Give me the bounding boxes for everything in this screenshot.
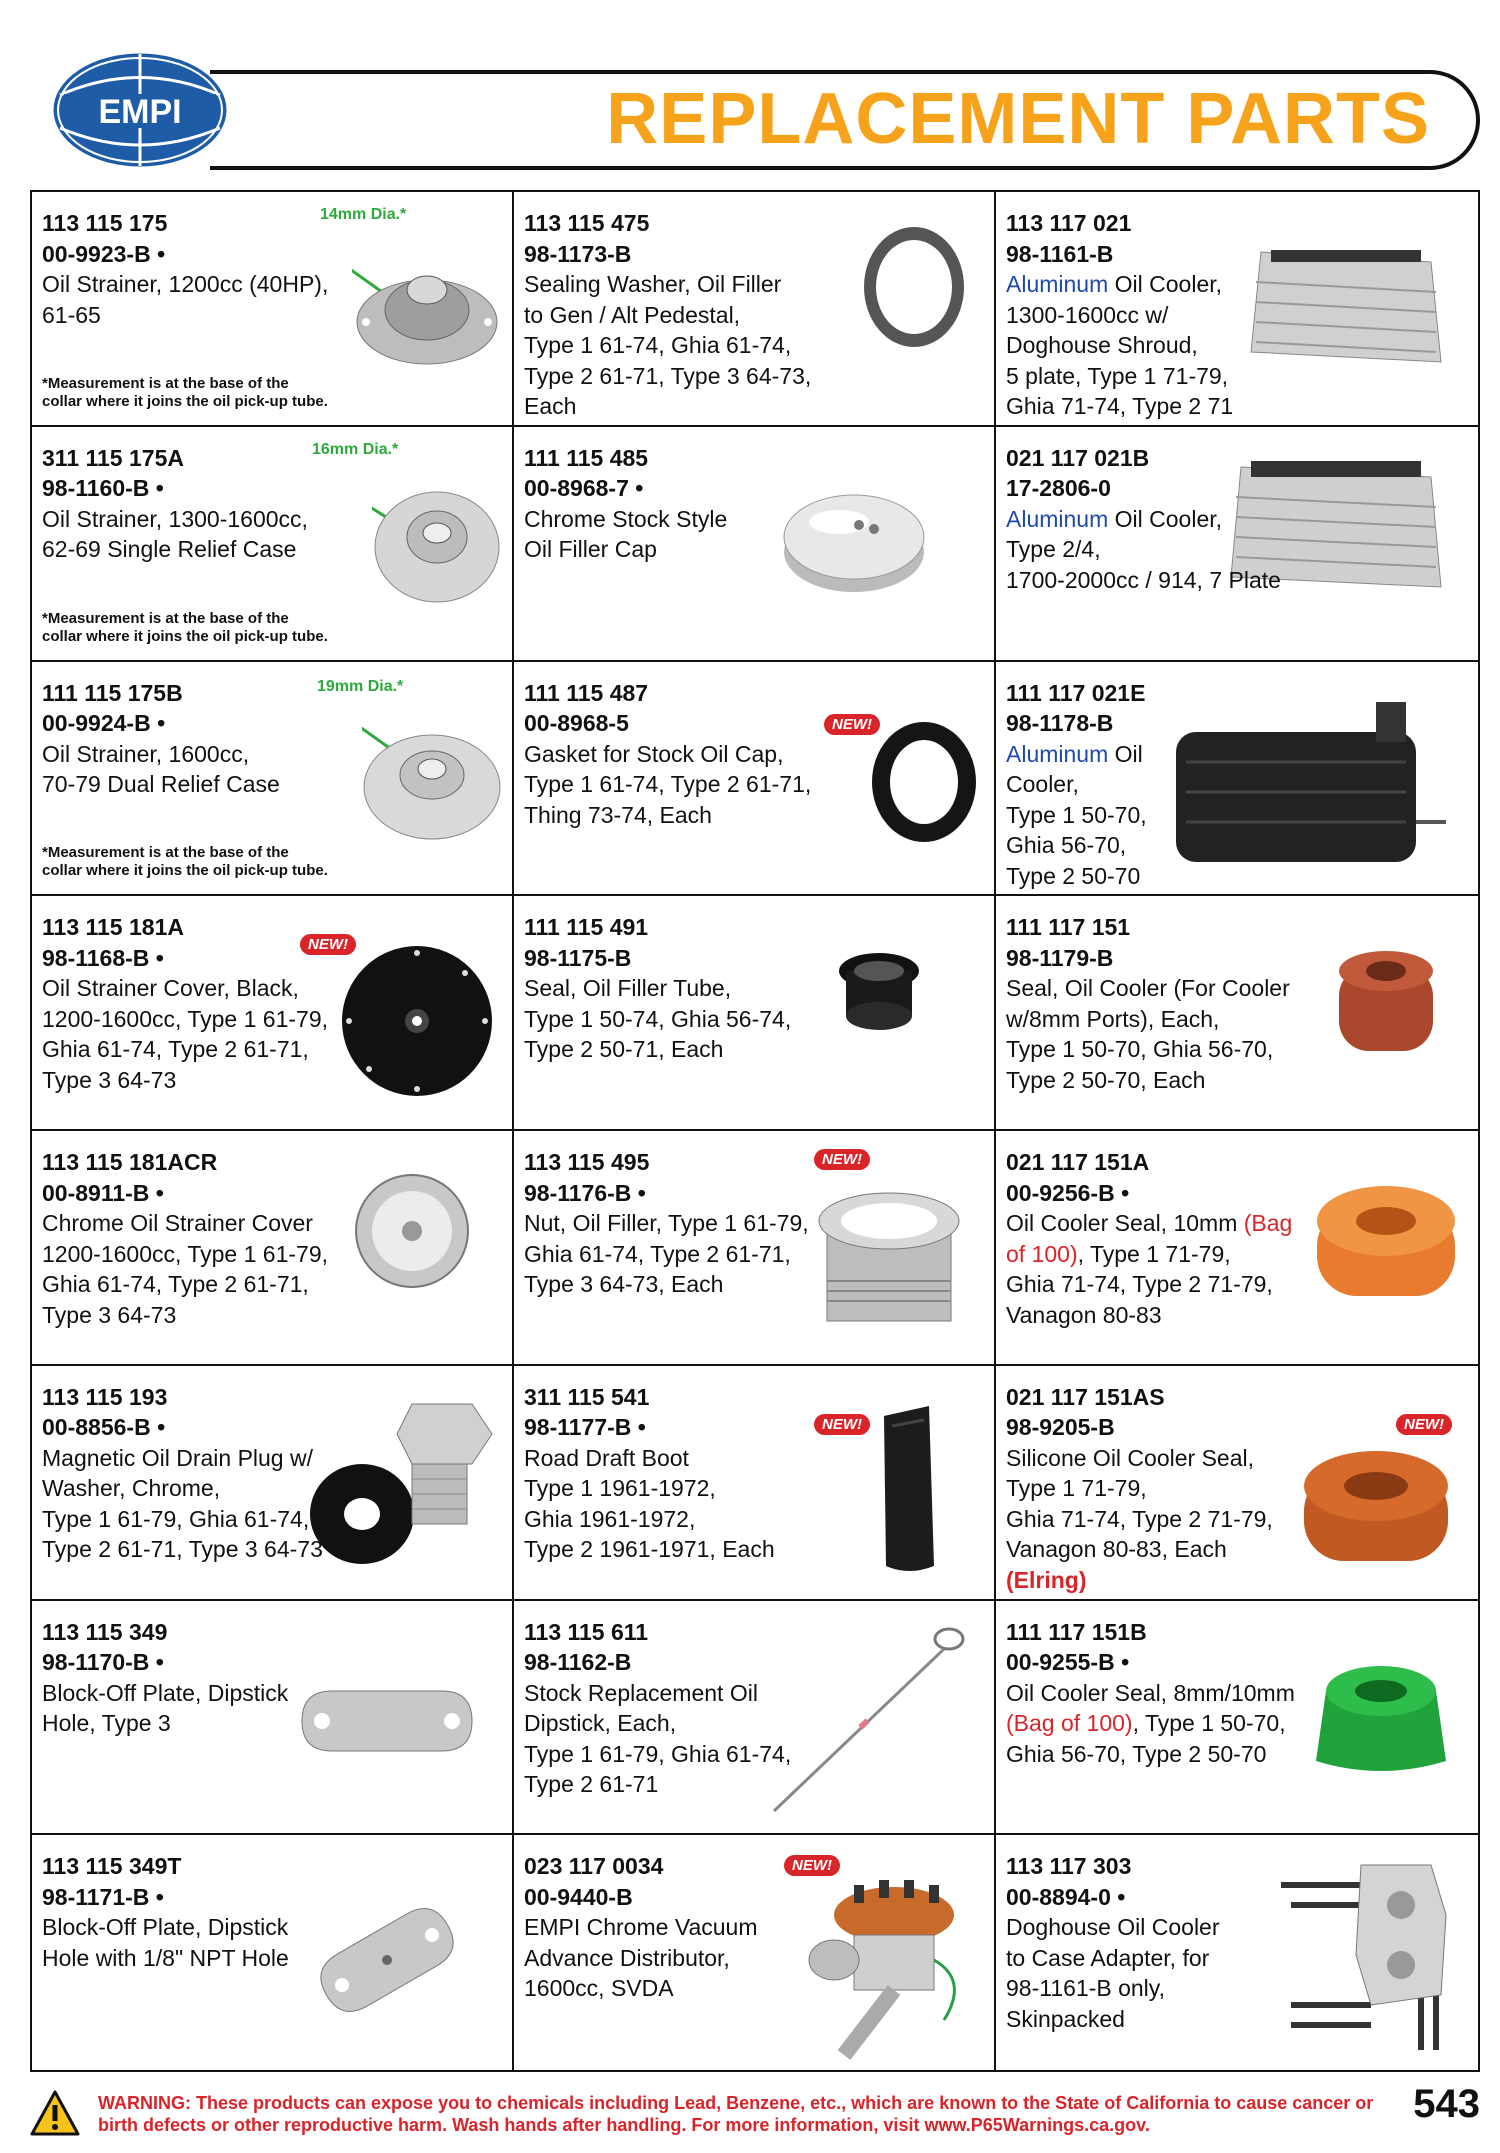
part-text — [524, 678, 812, 831]
sku: 98-1177-B • — [524, 1414, 646, 1441]
part-description: Chrome Stock Style Oil Filler Cap — [524, 505, 728, 563]
part-number: 311 115 541 — [524, 1383, 650, 1410]
new-badge: NEW! — [814, 1149, 870, 1170]
part-text — [42, 208, 330, 330]
part-number: 113 115 611 — [524, 1618, 649, 1645]
part-description: Oil Cooler, Type 1 50-70, Ghia 56-70, Type 2 50-70 — [1006, 740, 1147, 889]
part-cell — [32, 1366, 514, 1601]
part-text — [42, 1382, 330, 1565]
sealing-washer-image — [859, 222, 969, 352]
part-cell — [514, 1835, 996, 2070]
part-description: EMPI Chrome Vacuum Advance Distributor, 1600cc, SVDA — [524, 1914, 758, 2002]
warning-icon — [30, 2090, 80, 2136]
part-text — [42, 443, 330, 565]
sku: 98-1179-B — [1006, 944, 1114, 971]
part-cell — [996, 1131, 1478, 1366]
sku: 00-8894-0 • — [1006, 1883, 1126, 1910]
part-text — [42, 912, 330, 1095]
part-cell — [996, 1366, 1478, 1601]
part-description: Oil Strainer, 1600cc, 70-79 Dual Relief Case — [42, 740, 280, 797]
part-description: Doghouse Oil Cooler to Case Adapter, for 98-1161-B only, Skinpacked — [1006, 1914, 1220, 2032]
part-number: 111 115 485 — [524, 444, 649, 471]
part-text — [524, 1851, 812, 2004]
part-number: 111 117 151 — [1006, 914, 1131, 941]
part-description: Oil Strainer Cover, Black, 1200-1600cc, Type 1 61-79, Ghia 61-74, Type 2 61-71, Type 3 64-73 — [42, 975, 329, 1093]
part-cell — [996, 1601, 1478, 1836]
sku: 98-1173-B — [524, 240, 632, 267]
sku: 00-8911-B • — [42, 1179, 164, 1206]
sku: 00-8968-5 — [524, 710, 629, 736]
oil-cooler-seal-image — [1331, 946, 1441, 1066]
part-description: Magnetic Oil Drain Plug w/ Washer, Chrome, Type 1 61-79, Ghia 61-74, Type 2 61-71, Type 3 64-73 — [42, 1444, 323, 1563]
part-cell — [32, 192, 514, 427]
part-number: 113 115 181A — [42, 914, 184, 941]
oil-filler-nut-image — [809, 1181, 969, 1341]
sku: 00-8968-7 • — [524, 475, 644, 502]
page-title: REPLACEMENT PARTS — [606, 79, 1430, 159]
part-description: Oil Strainer, 1300-1600cc, 62-69 Single Relief Case — [42, 505, 308, 563]
sku: 00-9923-B • — [42, 240, 166, 267]
part-text — [1006, 1851, 1295, 2034]
part-text — [524, 1617, 812, 1800]
road-draft-boot-image — [874, 1406, 944, 1576]
part-text — [1006, 1147, 1295, 1330]
new-badge: NEW! — [814, 1414, 870, 1435]
material-label: Aluminum — [1006, 740, 1109, 767]
part-text — [1006, 1382, 1295, 1596]
part-number: 311 115 175A — [42, 444, 184, 471]
sku: 00-9256-B • — [1006, 1179, 1130, 1206]
sku: 00-9440-B — [524, 1883, 633, 1910]
sku: 98-1178-B — [1006, 710, 1114, 736]
strainer-cover-image — [337, 941, 497, 1101]
brand-label: (Elring) — [1006, 1566, 1087, 1593]
part-cell — [996, 662, 1478, 897]
sku: 00-8856-B • — [42, 1414, 166, 1441]
part-description: Nut, Oil Filler, Type 1 61-79, Ghia 61-74, Type 2 61-71, Type 3 64-73, Each — [524, 1210, 809, 1297]
sku: 98-1170-B • — [42, 1649, 164, 1675]
chrome-strainer-cover-image — [352, 1171, 472, 1291]
part-text — [524, 1382, 812, 1565]
part-cell — [514, 662, 996, 897]
filler-tube-seal-image — [834, 946, 924, 1036]
sku: 98-1161-B — [1006, 240, 1114, 267]
part-description: , Type 1 71-79, Ghia 71-74, Type 2 71-79, Vanagon 80-83 — [1006, 1240, 1273, 1328]
part-description: Seal, Oil Cooler (For Cooler w/8mm Ports), Each, Type 1 50-70, Ghia 56-70, Type 2 50-70, Each — [1006, 975, 1290, 1093]
material-label: Aluminum — [1006, 271, 1109, 297]
part-description: Silicone Oil Cooler Seal, Type 1 71-79, Ghia 71-74, Type 2 71-79, Vanagon 80-83, Each — [1006, 1444, 1273, 1563]
part-number: 113 117 303 — [1006, 1853, 1132, 1880]
part-cell — [514, 1366, 996, 1601]
sku: 98-1168-B • — [42, 944, 164, 971]
part-description: , Type 1 50-70, Ghia 56-70, Type 2 50-70 — [1006, 1710, 1286, 1767]
part-text — [1006, 912, 1295, 1095]
part-description: Block-Off Plate, Dipstick Hole with 1/8" NPT Hole — [42, 1914, 289, 1971]
part-description: Chrome Oil Strainer Cover 1200-1600cc, Type 1 61-79, Ghia 61-74, Type 2 61-71, Type 3 64-73 — [42, 1210, 329, 1328]
part-text — [1006, 208, 1295, 422]
oil-cap-gasket-image — [869, 717, 979, 847]
sku: 98-1176-B • — [524, 1179, 646, 1206]
part-cell — [32, 1835, 514, 2070]
part-number: 113 115 475 — [524, 210, 650, 236]
part-number: 021 117 151A — [1006, 1149, 1150, 1175]
silicone-seal-image — [1296, 1441, 1456, 1571]
part-cell — [32, 427, 514, 662]
empi-logo — [50, 50, 230, 170]
green-seal-image — [1311, 1651, 1451, 1781]
measurement-note: *Measurement is at the base of the collar where it joins the oil pick-up tube. — [42, 609, 328, 645]
part-number: 113 115 349T — [42, 1853, 182, 1880]
sku: 98-9205-B — [1006, 1414, 1115, 1441]
part-description: Gasket for Stock Oil Cap, Type 1 61-74, Type 2 61-71, Thing 73-74, Each — [524, 740, 812, 828]
parts-grid — [30, 190, 1480, 2072]
part-number: 021 117 021B — [1006, 444, 1150, 471]
material-label: Aluminum — [1006, 505, 1109, 532]
part-text — [1006, 443, 1295, 596]
part-number: 111 117 151B — [1006, 1618, 1147, 1645]
part-cell — [514, 896, 996, 1131]
part-cell — [996, 896, 1478, 1131]
part-cell — [514, 427, 996, 662]
logo-text: EMPI — [98, 93, 182, 131]
part-cell — [996, 427, 1478, 662]
part-text — [1006, 678, 1295, 892]
oil-cooler-seal-image — [1311, 1176, 1461, 1306]
new-badge: NEW! — [824, 714, 880, 735]
sku: 00-9924-B • — [42, 710, 166, 736]
part-text — [42, 1617, 330, 1739]
part-number: 111 115 491 — [524, 914, 649, 941]
part-number: 113 117 021 — [1006, 210, 1132, 236]
diameter-label: 19mm Dia.* — [317, 677, 404, 695]
oil-strainer-image — [352, 232, 502, 372]
oil-strainer-image — [362, 717, 502, 842]
part-description: Oil Cooler Seal, 10mm — [1006, 1210, 1244, 1236]
sku: 98-1171-B • — [42, 1883, 164, 1910]
part-description: Road Draft Boot Type 1 1961-1972, Ghia 1961-1972, Type 2 1961-1971, Each — [524, 1444, 775, 1563]
part-description: Sealing Washer, Oil Filler to Gen / Alt Pedestal, Type 1 61-74, Ghia 61-74, Type 2 61-71, Type 3 64-73, Each — [524, 271, 812, 419]
sku: 98-1160-B • — [42, 475, 164, 502]
part-description: Oil Cooler Seal, 8mm/10mm — [1006, 1679, 1295, 1706]
new-badge: NEW! — [300, 934, 356, 955]
part-number: 113 115 349 — [42, 1618, 168, 1645]
part-number: 111 117 021E — [1006, 679, 1146, 706]
sku: 00-9255-B • — [1006, 1649, 1130, 1675]
part-description: Stock Replacement Oil Dipstick, Each, Type 1 61-79, Ghia 61-74, Type 2 61-71 — [524, 1679, 792, 1797]
drain-plug-image — [302, 1394, 502, 1574]
bag-quantity-label: (Bag of 100) — [1006, 1210, 1293, 1267]
part-text — [524, 1147, 812, 1300]
new-badge: NEW! — [1396, 1414, 1452, 1435]
part-description: Block-Off Plate, Dipstick Hole, Type 3 — [42, 1679, 289, 1736]
part-text — [42, 1147, 330, 1330]
part-cell — [32, 1131, 514, 1366]
part-description: Oil Strainer, 1200cc (40HP), 61-65 — [42, 271, 329, 328]
part-number: 111 115 487 — [524, 679, 649, 706]
part-description: Seal, Oil Filler Tube, Type 1 50-74, Ghia 56-74, Type 2 50-71, Each — [524, 975, 792, 1063]
part-text — [524, 443, 812, 565]
part-text — [1006, 1617, 1295, 1770]
part-cell — [32, 662, 514, 897]
part-text — [524, 912, 812, 1065]
part-text — [524, 208, 812, 422]
part-cell — [996, 1835, 1478, 2070]
bag-quantity-label: (Bag of 100) — [1006, 1710, 1133, 1736]
measurement-note: *Measurement is at the base of the collar where it joins the oil pick-up tube. — [42, 374, 328, 410]
distributor-image — [784, 1880, 974, 2060]
diameter-label: 14mm Dia.* — [320, 206, 407, 223]
part-number: 021 117 151AS — [1006, 1383, 1165, 1410]
part-number: 111 115 175B — [42, 679, 183, 706]
new-badge: NEW! — [784, 1855, 840, 1876]
part-text — [42, 678, 330, 800]
part-number: 023 117 0034 — [524, 1853, 664, 1880]
diameter-label: 16mm Dia.* — [312, 440, 399, 458]
part-number: 113 115 175 — [42, 210, 168, 236]
part-cell — [32, 896, 514, 1131]
sku: 98-1162-B — [524, 1649, 632, 1675]
sku: 17-2806-0 — [1006, 475, 1111, 502]
part-description: Oil Cooler, Type 2/4, 1700-2000cc / 914, 7 Plate — [1006, 505, 1281, 593]
prop65-warning: WARNING: These products can expose you to chemicals including Lead, Benzene, etc., which are known to the State of California to cause cancer or birth defects or other reproductive harm. Wash hands after handling. For more information, visit www.P65Warnings.ca.gov. — [98, 2093, 1374, 2135]
sku: 98-1175-B — [524, 944, 632, 971]
part-number: 113 115 181ACR — [42, 1149, 218, 1175]
part-cell — [996, 192, 1478, 427]
measurement-note: *Measurement is at the base of the collar where it joins the oil pick-up tube. — [42, 844, 328, 880]
part-number: 113 115 495 — [524, 1149, 650, 1175]
part-cell — [32, 1601, 514, 1836]
part-cell — [514, 192, 996, 427]
part-cell — [514, 1131, 996, 1366]
page-number: 543 — [1413, 2082, 1480, 2126]
part-description: Oil Cooler, 1300-1600cc w/ Doghouse Shroud, 5 plate, Type 1 71-79, Ghia 71-74, Type 2 71 — [1006, 271, 1234, 419]
part-text — [42, 1851, 330, 1973]
oil-strainer-image — [372, 477, 502, 607]
part-cell — [514, 1601, 996, 1836]
part-number: 113 115 193 — [42, 1383, 168, 1410]
